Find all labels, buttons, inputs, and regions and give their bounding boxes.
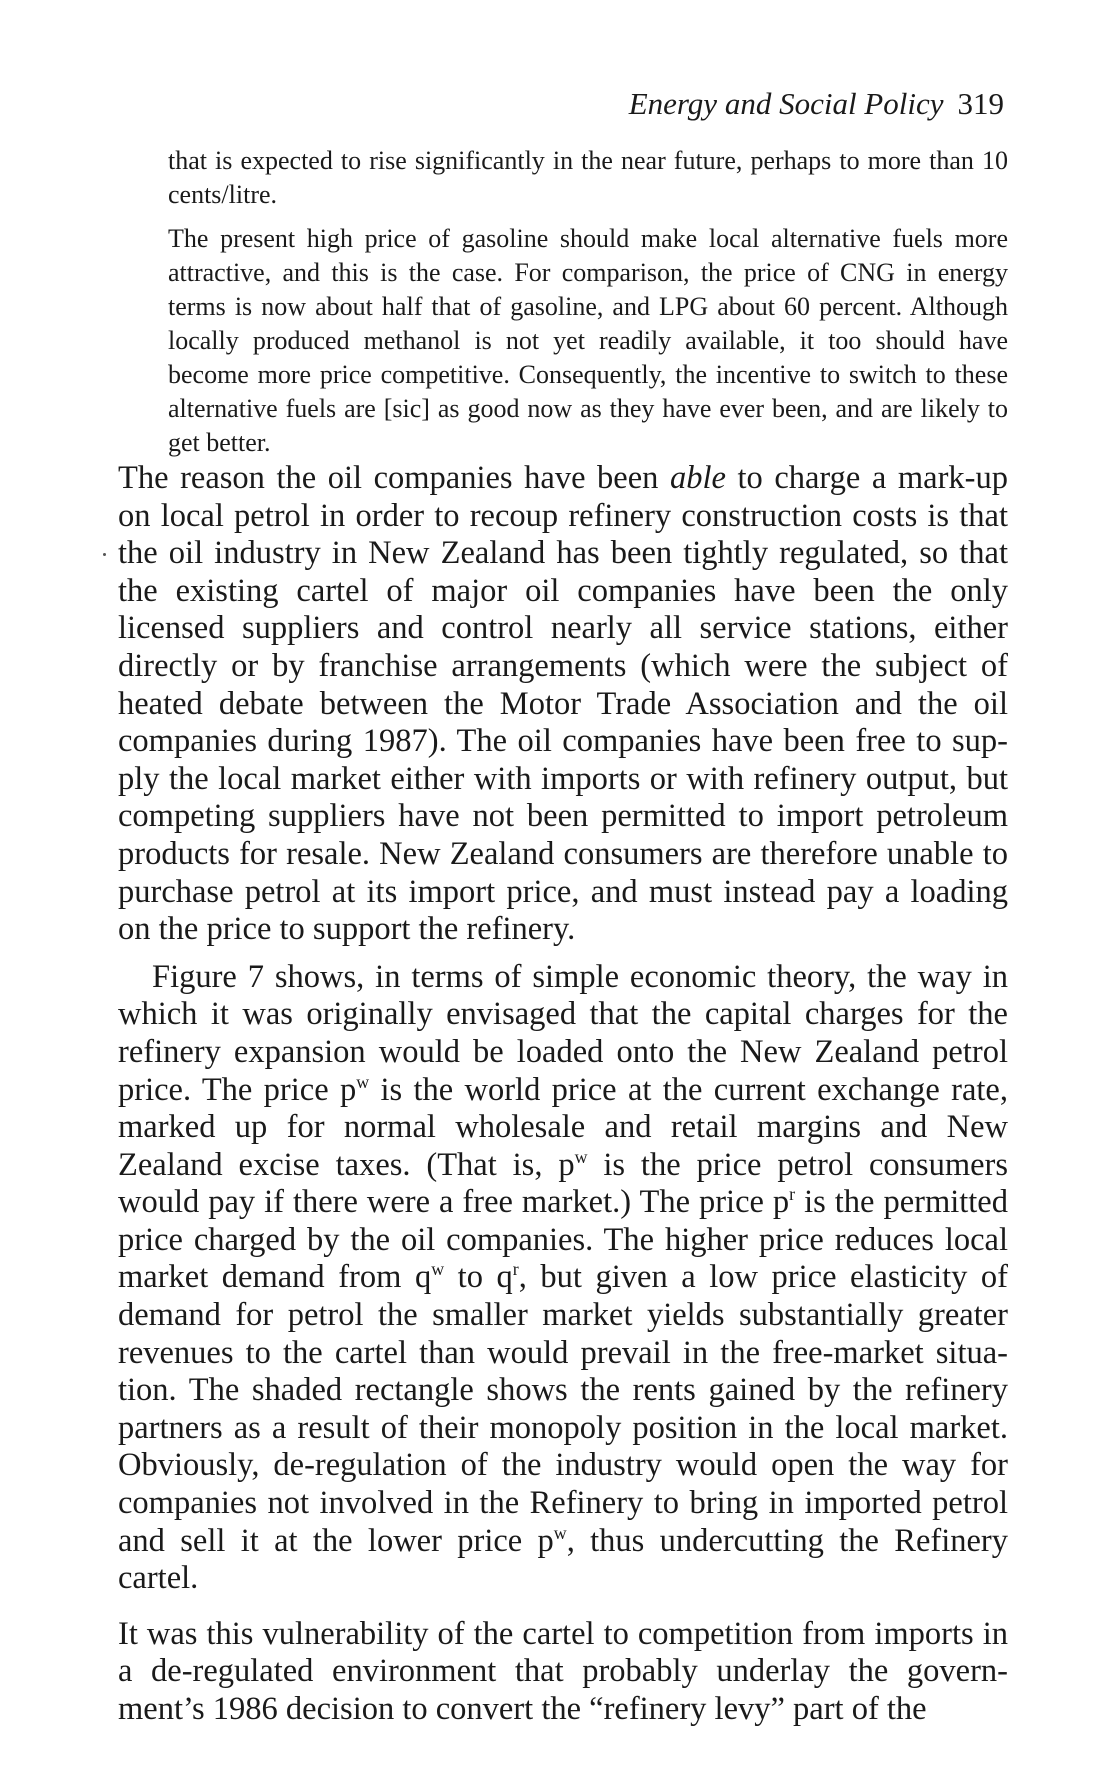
body-paragraph-2-text-d: is the permitted price charged by the oil companies. The higher price reduces local market demand from q [118, 1184, 1008, 1296]
body-paragraph-1-text-b: to charge a mark-up on local petrol in order to recoup refinery construction costs is that the oil industry in New Zealand has been tightly regulated, so that the existing cartel of major oil companies have been the only licensed suppliers and control nearly all service stations, either directly or by franchise arrangements (which were the subject of heated debate between the Motor Trade Association and the oil companies during 1987). The oil companies have been free to supply the local market either with imports or with refinery output, but competing suppliers have not been permitted to import petroleum products for resale. New Zealand consumers are therefore unable to purchase petrol at its import price, and must instead pay a loading on the price to support the refinery. [118, 460, 1008, 948]
superscript-w: w [574, 1146, 588, 1167]
superscript-r: r [512, 1259, 519, 1280]
body-paragraph-2-text-c: is the price petrol consumers would pay if there were a free market.) The price p [118, 1146, 1008, 1221]
superscript-w: w [553, 1522, 567, 1543]
body-paragraph-1-text-a: The reason the oil companies have been [118, 460, 670, 496]
superscript-w: w [356, 1071, 370, 1092]
body-paragraph-3: It was this vulnerability of the cartel to competition from imports in a de-regulated environment that probably underlay the government’s 1986 decision to convert the “refinery levy” part of the [118, 1615, 1008, 1727]
block-quote [168, 144, 1008, 460]
running-head-title: Energy and Social Policy [628, 86, 944, 121]
emphasis-able: able [669, 460, 726, 496]
body-paragraph-2-text-a: Figure 7 shows, in terms of simple economic theory, the way in which it was originally envisaged that the capital charges for the refinery expansion would be loaded onto the New Zealand petrol price. The price p [118, 958, 1008, 1108]
superscript-r: r [789, 1184, 796, 1205]
body-paragraph-1 [118, 460, 1008, 949]
quote-paragraph-1: that is expected to rise significantly in the near future, perhaps to more than 10 cents/litre. [168, 146, 1008, 209]
body-paragraph-2-text-e: to q [444, 1259, 513, 1296]
body-text [118, 460, 1008, 1729]
margin-mark [103, 553, 106, 556]
page-number: 319 [957, 86, 1004, 121]
running-head [629, 84, 1004, 124]
body-paragraph-2-text-g: , thus undercutting the Refinery cartel. [118, 1522, 1008, 1597]
body-paragraph-2-text-b: is the world price at the current exchange rate, marked up for normal wholesale and retail margins and New Zealand excise taxes. (That is, p [118, 1071, 1008, 1183]
quote-paragraph-2: The present high price of gasoline should make local alternative fuels more attractive, and this is the case. For comparison, the price of CNG in energy terms is now about half that of gasoline, and LPG about 60 percent. Although locally produced methanol is not yet readily available, it too should have become more price competitive. Consequently, the incentive to switch to these alternative fuels are [sic] as good now as they have ever been, and are likely to get better. [168, 224, 1008, 457]
body-paragraph-2 [118, 959, 1008, 1598]
superscript-w: w [431, 1259, 445, 1280]
body-paragraph-2-text-f: , but given a low price elasticity of demand for petrol the smaller market yields substantially greater revenues to the cartel than would prevail in the free-market situation. The shaded rectangle shows the rents gained by the refinery partners as a result of their monopoly position in the local market. Obviously, de-regulation of the industry would open the way for companies not involved in the Refinery to bring in imported petrol and sell it at the lower price p [118, 1259, 1009, 1559]
